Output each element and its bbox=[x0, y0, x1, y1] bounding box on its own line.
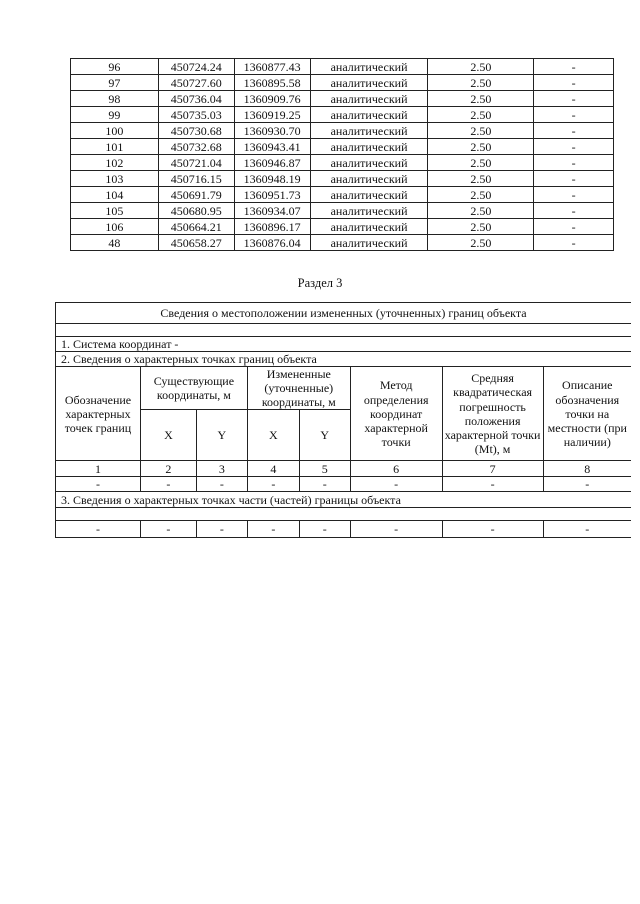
y-coordinate-cell: 1360934.07 bbox=[234, 203, 310, 219]
empty-data-row bbox=[56, 477, 632, 492]
existing-x-header: X bbox=[140, 410, 196, 461]
point-number-cell: 99 bbox=[71, 107, 159, 123]
y-coordinate-cell: 1360919.25 bbox=[234, 107, 310, 123]
part-boundary-row bbox=[56, 492, 632, 508]
point-number-cell: 98 bbox=[71, 91, 159, 107]
coordinate-table bbox=[70, 58, 614, 251]
accuracy-header: Средняя квадратическая погрешность положения характерной точки (Mt), м bbox=[442, 367, 543, 461]
x-coordinate-cell: 450721.04 bbox=[158, 155, 234, 171]
table-row bbox=[71, 139, 614, 155]
y-coordinate-cell: 1360909.76 bbox=[234, 91, 310, 107]
method-cell: аналитический bbox=[310, 139, 428, 155]
dash-cell: - bbox=[350, 477, 442, 492]
method-cell: аналитический bbox=[310, 203, 428, 219]
column-number: 8 bbox=[543, 461, 631, 477]
table-row bbox=[71, 203, 614, 219]
dash-cell: - bbox=[442, 477, 543, 492]
dash-cell: - bbox=[299, 477, 350, 492]
accuracy-cell: 2.50 bbox=[428, 155, 534, 171]
dash-cell: - bbox=[140, 477, 196, 492]
method-cell: аналитический bbox=[310, 91, 428, 107]
section3-caption-row bbox=[56, 303, 632, 324]
point-number-cell: 48 bbox=[71, 235, 159, 251]
table-row bbox=[71, 75, 614, 91]
x-coordinate-cell: 450691.79 bbox=[158, 187, 234, 203]
description-cell: - bbox=[534, 187, 614, 203]
method-cell: аналитический bbox=[310, 235, 428, 251]
accuracy-cell: 2.50 bbox=[428, 219, 534, 235]
column-number: 3 bbox=[196, 461, 247, 477]
section3-table bbox=[55, 302, 631, 538]
table-row bbox=[71, 171, 614, 187]
description-cell: - bbox=[534, 139, 614, 155]
y-coordinate-cell: 1360951.73 bbox=[234, 187, 310, 203]
column-number: 1 bbox=[56, 461, 141, 477]
y-coordinate-cell: 1360943.41 bbox=[234, 139, 310, 155]
column-number: 7 bbox=[442, 461, 543, 477]
method-header: Метод определения координат характерной точки bbox=[350, 367, 442, 461]
y-coordinate-cell: 1360896.17 bbox=[234, 219, 310, 235]
dash-cell: - bbox=[56, 477, 141, 492]
accuracy-cell: 2.50 bbox=[428, 91, 534, 107]
spacer-row bbox=[56, 508, 632, 521]
point-number-cell: 100 bbox=[71, 123, 159, 139]
dash-cell: - bbox=[299, 521, 350, 538]
column-number: 6 bbox=[350, 461, 442, 477]
dash-cell: - bbox=[196, 521, 247, 538]
designation-header: Обозначение характерных точек границ bbox=[56, 367, 141, 461]
method-cell: аналитический bbox=[310, 155, 428, 171]
table-row bbox=[71, 91, 614, 107]
x-coordinate-cell: 450736.04 bbox=[158, 91, 234, 107]
existing-coords-header: Существующие координаты, м bbox=[140, 367, 247, 410]
accuracy-cell: 2.50 bbox=[428, 187, 534, 203]
method-cell: аналитический bbox=[310, 107, 428, 123]
point-number-cell: 105 bbox=[71, 203, 159, 219]
description-cell: - bbox=[534, 219, 614, 235]
dash-cell: - bbox=[543, 521, 631, 538]
x-coordinate-cell: 450658.27 bbox=[158, 235, 234, 251]
boundary-points-label: 2. Сведения о характерных точках границ объекта bbox=[56, 352, 632, 367]
dash-cell: - bbox=[442, 521, 543, 538]
description-cell: - bbox=[534, 123, 614, 139]
accuracy-cell: 2.50 bbox=[428, 139, 534, 155]
description-cell: - bbox=[534, 59, 614, 75]
point-number-cell: 96 bbox=[71, 59, 159, 75]
table-row bbox=[71, 107, 614, 123]
y-coordinate-cell: 1360876.04 bbox=[234, 235, 310, 251]
x-coordinate-cell: 450727.60 bbox=[158, 75, 234, 91]
point-number-cell: 97 bbox=[71, 75, 159, 91]
method-cell: аналитический bbox=[310, 219, 428, 235]
part-boundary-label: 3. Сведения о характерных точках части (частей) границы объекта bbox=[56, 492, 632, 508]
x-coordinate-cell: 450724.24 bbox=[158, 59, 234, 75]
x-coordinate-cell: 450730.68 bbox=[158, 123, 234, 139]
method-cell: аналитический bbox=[310, 187, 428, 203]
existing-y-header: Y bbox=[196, 410, 247, 461]
dash-cell: - bbox=[196, 477, 247, 492]
table-row bbox=[71, 187, 614, 203]
header-row-1 bbox=[56, 367, 632, 410]
dash-cell: - bbox=[140, 521, 196, 538]
method-cell: аналитический bbox=[310, 171, 428, 187]
accuracy-cell: 2.50 bbox=[428, 171, 534, 187]
x-coordinate-cell: 450735.03 bbox=[158, 107, 234, 123]
point-number-cell: 102 bbox=[71, 155, 159, 171]
description-cell: - bbox=[534, 155, 614, 171]
method-cell: аналитический bbox=[310, 59, 428, 75]
point-number-cell: 101 bbox=[71, 139, 159, 155]
method-cell: аналитический bbox=[310, 123, 428, 139]
description-cell: - bbox=[534, 91, 614, 107]
accuracy-cell: 2.50 bbox=[428, 235, 534, 251]
y-coordinate-cell: 1360877.43 bbox=[234, 59, 310, 75]
y-coordinate-cell: 1360948.19 bbox=[234, 171, 310, 187]
table-row bbox=[71, 123, 614, 139]
description-cell: - bbox=[534, 75, 614, 91]
dash-cell: - bbox=[247, 521, 299, 538]
table-row bbox=[71, 155, 614, 171]
description-cell: - bbox=[534, 203, 614, 219]
point-number-cell: 103 bbox=[71, 171, 159, 187]
coordinate-system-row bbox=[56, 337, 632, 352]
table-row bbox=[71, 59, 614, 75]
point-number-cell: 104 bbox=[71, 187, 159, 203]
dash-cell: - bbox=[56, 521, 141, 538]
section-title: Раздел 3 bbox=[297, 276, 343, 290]
description-cell: - bbox=[534, 235, 614, 251]
x-coordinate-cell: 450664.21 bbox=[158, 219, 234, 235]
accuracy-cell: 2.50 bbox=[428, 203, 534, 219]
column-number: 4 bbox=[247, 461, 299, 477]
changed-y-header: Y bbox=[299, 410, 350, 461]
section3-caption: Сведения о местоположении измененных (уточненных) границ объекта bbox=[56, 303, 632, 324]
accuracy-cell: 2.50 bbox=[428, 59, 534, 75]
changed-coords-header: Измененные (уточненные) координаты, м bbox=[247, 367, 350, 410]
coordinate-table-body bbox=[71, 59, 614, 251]
column-number: 2 bbox=[140, 461, 196, 477]
y-coordinate-cell: 1360895.58 bbox=[234, 75, 310, 91]
x-coordinate-cell: 450716.15 bbox=[158, 171, 234, 187]
table-row bbox=[71, 235, 614, 251]
boundary-points-row bbox=[56, 352, 632, 367]
x-coordinate-cell: 450732.68 bbox=[158, 139, 234, 155]
y-coordinate-cell: 1360930.70 bbox=[234, 123, 310, 139]
dash-cell: - bbox=[350, 521, 442, 538]
empty-data-row-2 bbox=[56, 521, 632, 538]
changed-x-header: X bbox=[247, 410, 299, 461]
accuracy-cell: 2.50 bbox=[428, 75, 534, 91]
dash-cell: - bbox=[543, 477, 631, 492]
description-cell: - bbox=[534, 107, 614, 123]
accuracy-cell: 2.50 bbox=[428, 107, 534, 123]
spacer-cell bbox=[56, 508, 632, 521]
column-number-row bbox=[56, 461, 632, 477]
table-row bbox=[71, 219, 614, 235]
description-header: Описание обозначения точки на местности (при наличии) bbox=[543, 367, 631, 461]
x-coordinate-cell: 450680.95 bbox=[158, 203, 234, 219]
point-number-cell: 106 bbox=[71, 219, 159, 235]
method-cell: аналитический bbox=[310, 75, 428, 91]
coordinate-system-label: 1. Система координат - bbox=[56, 337, 632, 352]
description-cell: - bbox=[534, 171, 614, 187]
spacer-row bbox=[56, 324, 632, 337]
spacer-cell bbox=[56, 324, 632, 337]
dash-cell: - bbox=[247, 477, 299, 492]
column-number: 5 bbox=[299, 461, 350, 477]
accuracy-cell: 2.50 bbox=[428, 123, 534, 139]
y-coordinate-cell: 1360946.87 bbox=[234, 155, 310, 171]
